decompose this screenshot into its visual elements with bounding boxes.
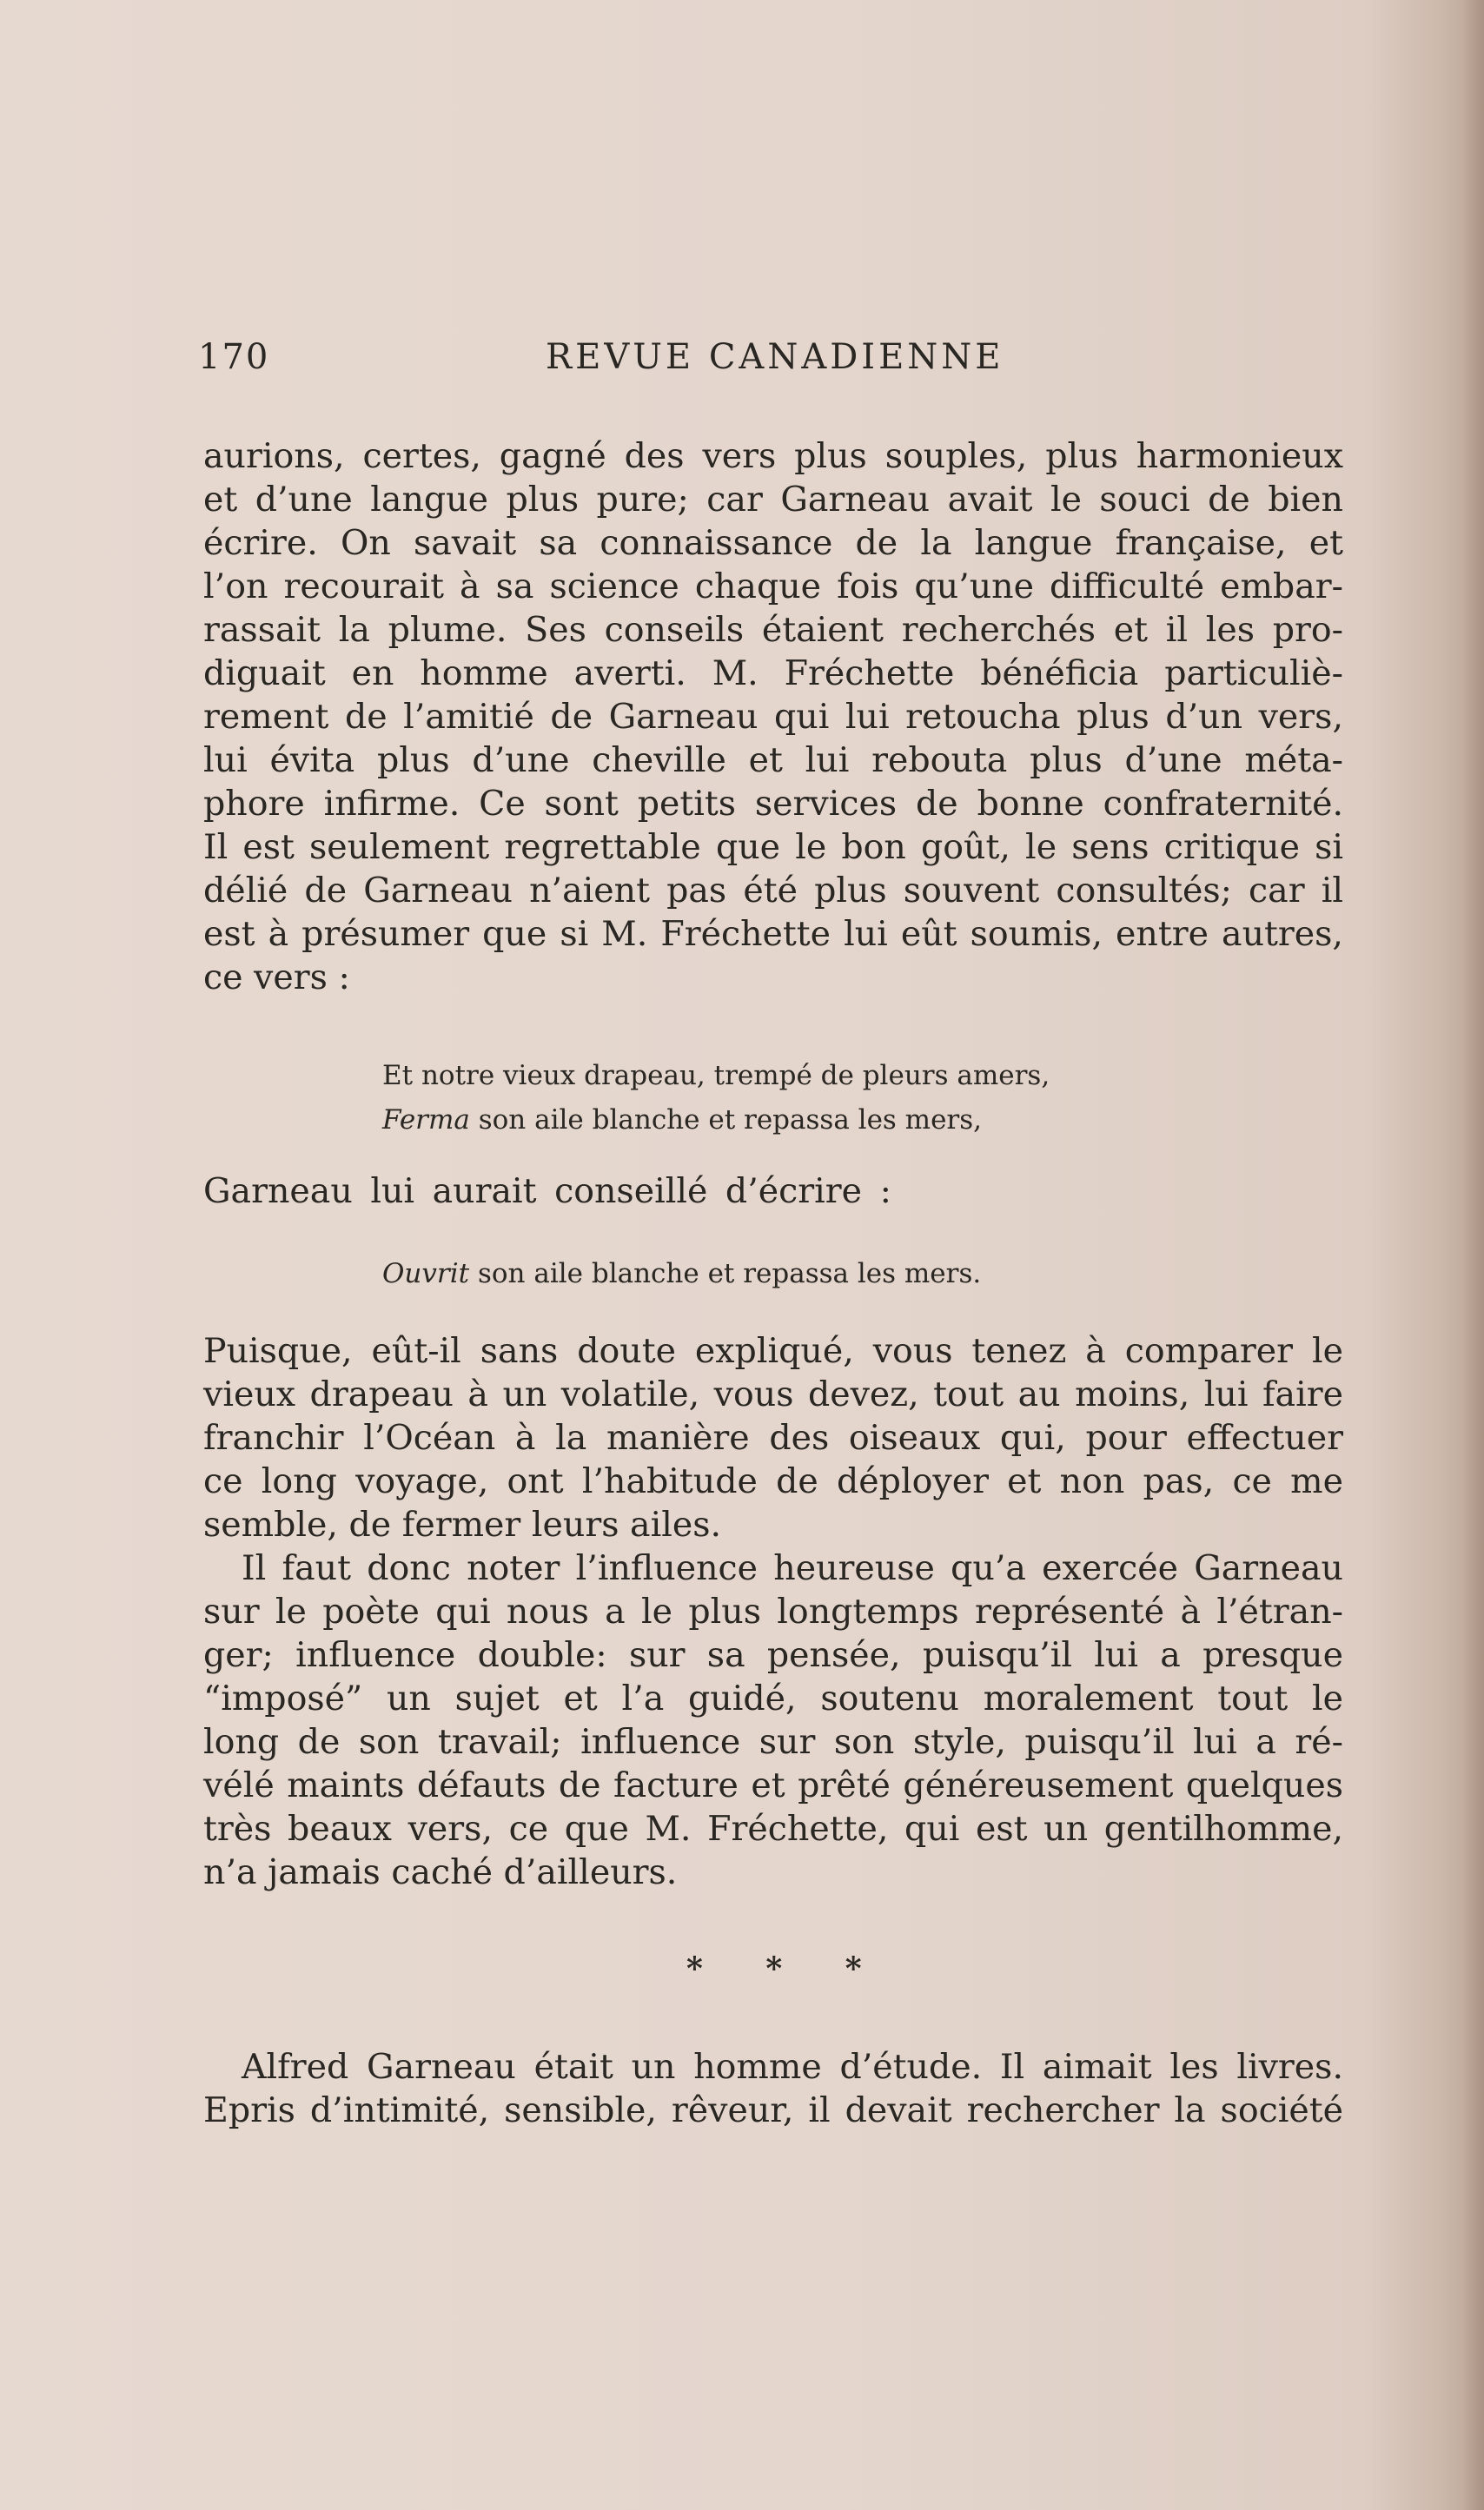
text-line: Il faut donc noter l’influence heureuse qu’a exercée Garneau bbox=[242, 1548, 1343, 1588]
text-line: phore infirme. Ce sont petits services de bonne confraternité. bbox=[203, 784, 1343, 824]
text-line: est à présumer que si M. Fréchette lui eût soumis, entre autres, bbox=[203, 914, 1343, 954]
text-line: n’a jamais caché d’ailleurs. bbox=[203, 1852, 678, 1892]
text-line: ce long voyage, ont l’habitude de déployer et non pas, ce me bbox=[203, 1461, 1343, 1501]
text-line: semble, de fermer leurs ailes. bbox=[203, 1505, 722, 1545]
text-line: très beaux vers, ce que M. Fréchette, qui est un gentilhomme, bbox=[203, 1809, 1343, 1849]
text-line: diguait en homme averti. M. Fréchette bénéficia particuliè- bbox=[203, 653, 1343, 693]
text-line: délié de Garneau n’aient pas été plus souvent consultés; car il bbox=[203, 871, 1343, 911]
verse-line bbox=[382, 1252, 981, 1296]
interlude-line: Garneau lui aurait conseillé d’écrire : bbox=[203, 1171, 891, 1211]
text-line: écrire. On savait sa connaissance de la langue française, et bbox=[203, 523, 1343, 563]
text-line: “imposé” un sujet et l’a guidé, soutenu moralement tout le bbox=[203, 1679, 1343, 1719]
text-line: aurions, certes, gagné des vers plus souples, plus harmonieux bbox=[203, 436, 1343, 476]
text-line: Puisque, eût-il sans doute expliqué, vous tenez à comparer le bbox=[203, 1331, 1343, 1371]
text-line: Alfred Garneau était un homme d’étude. Il aimait les livres. bbox=[242, 2047, 1343, 2087]
running-head: REVUE CANADIENNE bbox=[546, 337, 1004, 377]
verse-italic-word: Ouvrit bbox=[382, 1258, 470, 1289]
verse-line bbox=[382, 1098, 1050, 1142]
text-line: lui évita plus d’une cheville et lui rebouta plus d’une méta- bbox=[203, 740, 1343, 780]
section-break-asterism: * * * bbox=[686, 1950, 888, 1987]
text-line: et d’une langue plus pure; car Garneau avait le souci de bien bbox=[203, 480, 1343, 520]
text-line: franchir l’Océan à la manière des oiseaux qui, pour effectuer bbox=[203, 1418, 1343, 1458]
text-line: Epris d’intimité, sensible, rêveur, il devait rechercher la société bbox=[203, 2090, 1343, 2130]
text-line: vieux drapeau à un volatile, vous devez, tout au moins, lui faire bbox=[203, 1374, 1343, 1414]
text-line: ce vers : bbox=[203, 957, 350, 997]
paragraph-4 bbox=[203, 2045, 1343, 2132]
text-line: Il est seulement regrettable que le bon goût, le sens critique si bbox=[203, 827, 1343, 867]
text-line: long de son travail; influence sur son style, puisqu’il lui a ré- bbox=[203, 1722, 1343, 1762]
text-line: rement de l’amitié de Garneau qui lui retoucha plus d’un vers, bbox=[203, 697, 1343, 737]
paragraph-1 bbox=[203, 434, 1343, 999]
page-header bbox=[198, 337, 1345, 389]
text-line: ger; influence double: sur sa pensée, puisqu’il lui a presque bbox=[203, 1635, 1343, 1675]
verse-line-rest: son aile blanche et repassa les mers, bbox=[469, 1104, 982, 1136]
text-line: rassait la plume. Ses conseils étaient recherchés et il les pro- bbox=[203, 610, 1343, 650]
verse-italic-word: Ferma bbox=[382, 1104, 470, 1136]
page-edge-shadow bbox=[1463, 0, 1484, 2510]
text-line: l’on recourait à sa science chaque fois qu’une difficulté embar- bbox=[203, 566, 1343, 606]
verse-quote-1 bbox=[382, 1054, 1050, 1142]
text-line: vélé maints défauts de facture et prêté généreusement quelques bbox=[203, 1765, 1343, 1805]
text-line: sur le poète qui nous a le plus longtemps représenté à l’étran- bbox=[203, 1592, 1343, 1632]
page-number: 170 bbox=[198, 337, 270, 377]
verse-line: Et notre vieux drapeau, trempé de pleurs amers, bbox=[382, 1060, 1050, 1091]
paragraph-2-3 bbox=[203, 1329, 1343, 1894]
verse-line-rest: son aile blanche et repassa les mers. bbox=[469, 1258, 982, 1289]
verse-quote-2 bbox=[382, 1252, 981, 1296]
